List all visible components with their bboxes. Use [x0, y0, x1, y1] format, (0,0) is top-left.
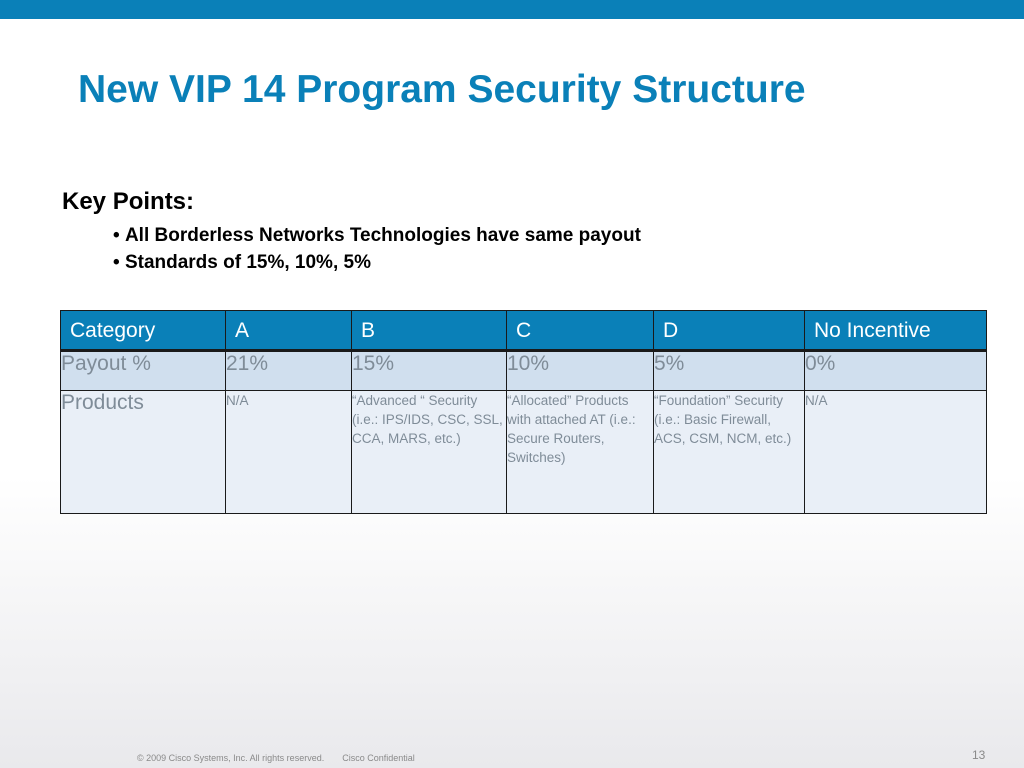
products-row [61, 391, 987, 514]
products-a: N/A [226, 391, 352, 514]
page-number: 13 [972, 748, 986, 762]
footer-copyright: © 2009 Cisco Systems, Inc. All rights reserved. [137, 753, 325, 763]
header-category: Category [61, 311, 226, 351]
header-d: D [654, 311, 805, 351]
header-c: C [507, 311, 654, 351]
products-b: “Advanced “ Security (i.e.: IPS/IDS, CSC, SSL, CCA, MARS, etc.) [352, 391, 507, 514]
products-d: “Foundation” Security (i.e.: Basic Firewall, ACS, CSM, NCM, etc.) [654, 391, 805, 514]
header-a: A [226, 311, 352, 351]
key-points-heading: Key Points: [62, 188, 195, 215]
payout-row [61, 351, 987, 391]
security-structure-table [60, 310, 987, 514]
payout-label: Payout % [61, 351, 226, 391]
footer-legal [137, 753, 415, 763]
products-no-incentive: N/A [805, 391, 987, 514]
header-b: B [352, 311, 507, 351]
top-banner-bar [0, 0, 1024, 19]
products-label: Products [61, 391, 226, 514]
footer-confidential: Cisco Confidential [342, 753, 415, 763]
key-points-list [113, 222, 641, 276]
key-point-item: • Standards of 15%, 10%, 5% [113, 249, 641, 276]
key-point-item: • All Borderless Networks Technologies have same payout [113, 222, 641, 249]
slide-title: New VIP 14 Program Security Structure [78, 68, 806, 111]
payout-a: 21% [226, 351, 352, 391]
payout-b: 15% [352, 351, 507, 391]
payout-no-incentive: 0% [805, 351, 987, 391]
payout-c: 10% [507, 351, 654, 391]
header-no-incentive: No Incentive [805, 311, 987, 351]
table-header-row [61, 311, 987, 351]
payout-d: 5% [654, 351, 805, 391]
products-c: “Allocated” Products with attached AT (i.e.: Secure Routers, Switches) [507, 391, 654, 514]
